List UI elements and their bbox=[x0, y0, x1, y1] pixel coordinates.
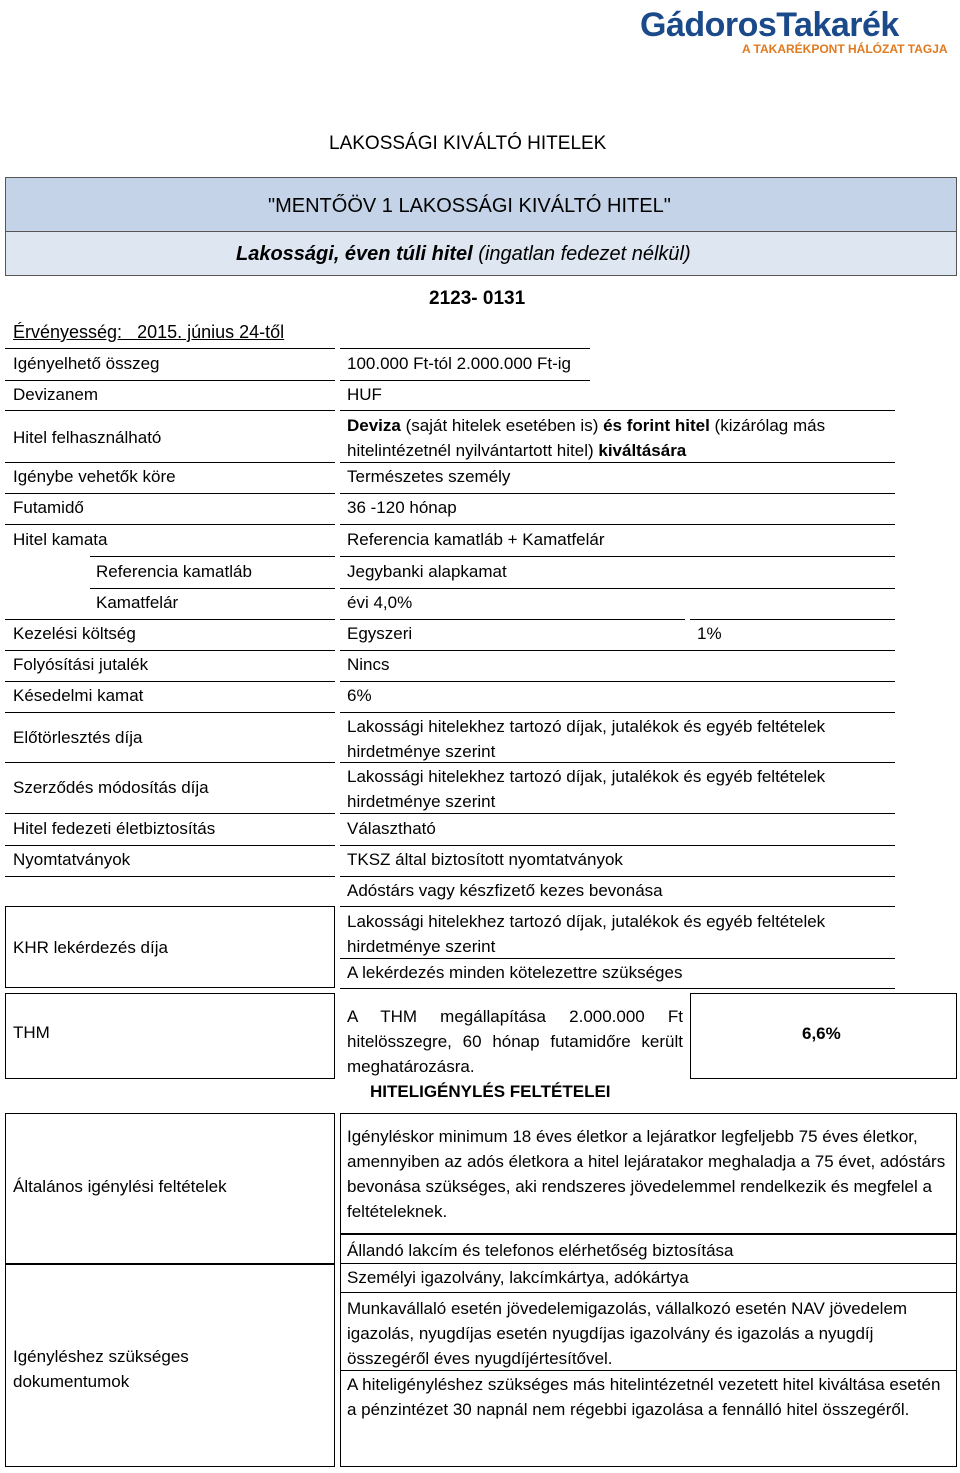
usage-part-3: és forint hitel bbox=[603, 416, 710, 435]
value-late: 6% bbox=[347, 686, 372, 705]
document-item: Munkavállaló esetén jövedelemigazolás, vállalkozó esetén NAV jövedelem igazolás, nyugdíjas esetén nyugdíjas igazolvány és igazolás a nyugdíj összegéről éves nyugdíjértesítővel. bbox=[347, 1299, 908, 1368]
value-ref-rate: Jegybanki alapkamat bbox=[347, 562, 507, 581]
value-rate: Referencia kamatláb + Kamatfelár bbox=[347, 530, 605, 549]
label-currency: Devizanem bbox=[13, 385, 99, 404]
label-eligible: Igénybe vehetők köre bbox=[13, 467, 176, 486]
validity-value: 2015. június 24-től bbox=[137, 322, 285, 342]
label-khr: KHR lekérdezés díja bbox=[13, 938, 168, 957]
value-margin: évi 4,0% bbox=[347, 593, 413, 612]
document-item: Személyi igazolvány, lakcímkártya, adókártya bbox=[347, 1268, 689, 1287]
document-item: Állandó lakcím és telefonos elérhetőség biztosítása bbox=[347, 1241, 734, 1260]
label-ref-rate: Referencia kamatláb bbox=[96, 562, 252, 581]
label-forms: Nyomtatványok bbox=[13, 850, 131, 869]
value-eligible: Természetes személy bbox=[347, 467, 511, 486]
page-title: LAKOSSÁGI KIVÁLTÓ HITELEK bbox=[329, 133, 607, 154]
label-thm: THM bbox=[13, 1023, 50, 1042]
product-description bbox=[236, 243, 691, 266]
usage-part-4: (kizárólag más hitelintézetnél nyilvántartott hitel) bbox=[347, 416, 826, 460]
product-desc-bold: Lakossági, éven túli hitel bbox=[236, 243, 473, 265]
value-amount: 100.000 Ft-tól 2.000.000 Ft-ig bbox=[347, 354, 571, 373]
validity-label: Érvényesség: bbox=[13, 322, 123, 342]
value-modify: Lakossági hitelekhez tartozó díjak, jutalékok és egyéb feltételek hirdetménye szerint bbox=[347, 767, 826, 811]
value-prepay: Lakossági hitelekhez tartozó díjak, jutalékok és egyéb feltételek hirdetménye szerint bbox=[347, 717, 826, 761]
value-thm-text: A THM megállapítása 2.000.000 Ft hitelösszegre, 60 hónap futamidőre került meghatározásra. bbox=[347, 1007, 683, 1076]
label-usage: Hitel felhasználható bbox=[13, 428, 162, 447]
product-code: 2123- 0131 bbox=[429, 288, 526, 309]
document-item: A hiteligényléshez szükséges más hitelintézetnél vezetett hitel kiváltása esetén a pénzintézet 30 napnál nem régebbi igazolása a fennálló hitel összegéről. bbox=[347, 1375, 941, 1419]
thm-label-cell bbox=[5, 993, 335, 1079]
value-thm: 6,6% bbox=[802, 1024, 841, 1043]
usage-part-1: Deviza bbox=[347, 416, 401, 435]
label-general: Általános igénylési feltételek bbox=[13, 1177, 227, 1196]
label-modify: Szerződés módosítás díja bbox=[13, 778, 209, 797]
value-khr-1: Adóstárs vagy készfizető kezes bevonása bbox=[347, 881, 663, 900]
value-insurance: Választható bbox=[347, 819, 436, 838]
label-term: Futamidő bbox=[13, 498, 84, 517]
label-insurance: Hitel fedezeti életbiztosítás bbox=[13, 819, 216, 838]
value-general: Igényléskor minimum 18 éves életkor a lejáratkor legfeljebb 75 éves életkor, amennyiben az adós életkora a hitel lejáratakor meghaladja a 75 évet, adóstárs bevonása szükséges, aki rendszeres jövedelemmel rendelkezik és megfelel a feltételeknek. bbox=[347, 1127, 946, 1221]
value-usage bbox=[347, 413, 887, 463]
value-currency: HUF bbox=[347, 385, 382, 404]
usage-part-5: kiváltására bbox=[598, 441, 687, 460]
conditions-title: HITELIGÉNYLÉS FELTÉTELEI bbox=[370, 1082, 611, 1101]
value-khr-2: Lakossági hitelekhez tartozó díjak, jutalékok és egyéb feltételek hirdetménye szerint bbox=[347, 912, 826, 956]
logo-name: GádorosTakarék bbox=[640, 6, 899, 44]
label-prepay: Előtörlesztés díja bbox=[13, 728, 143, 747]
usage-part-2: (saját hitelek esetében is) bbox=[400, 416, 604, 435]
validity bbox=[13, 322, 284, 343]
label-amount: Igényelhető összeg bbox=[13, 354, 160, 373]
value-handling: Egyszeri bbox=[347, 624, 413, 643]
label-handling: Kezelési költség bbox=[13, 624, 136, 643]
label-disbursement: Folyósítási jutalék bbox=[13, 655, 149, 674]
label-late: Késedelmi kamat bbox=[13, 686, 144, 705]
product-desc-rest: (ingatlan fedezet nélkül) bbox=[472, 243, 691, 265]
logo-tagline: A TAKARÉKPONT HÁLÓZAT TAGJA bbox=[742, 42, 948, 56]
label-rate: Hitel kamata bbox=[13, 530, 108, 549]
label-margin: Kamatfelár bbox=[96, 593, 179, 612]
product-name: "MENTŐÖV 1 LAKOSSÁGI KIVÁLTÓ HITEL" bbox=[268, 195, 671, 217]
value-disbursement: Nincs bbox=[347, 655, 390, 674]
value-handling-pct: 1% bbox=[697, 624, 722, 643]
value-khr-3: A lekérdezés minden kötelezettre szükséges bbox=[347, 963, 683, 982]
value-term: 36 -120 hónap bbox=[347, 498, 457, 517]
label-documents: Igényléshez szükséges dokumentumok bbox=[13, 1347, 189, 1391]
value-forms: TKSZ által biztosított nyomtatványok bbox=[347, 850, 623, 869]
